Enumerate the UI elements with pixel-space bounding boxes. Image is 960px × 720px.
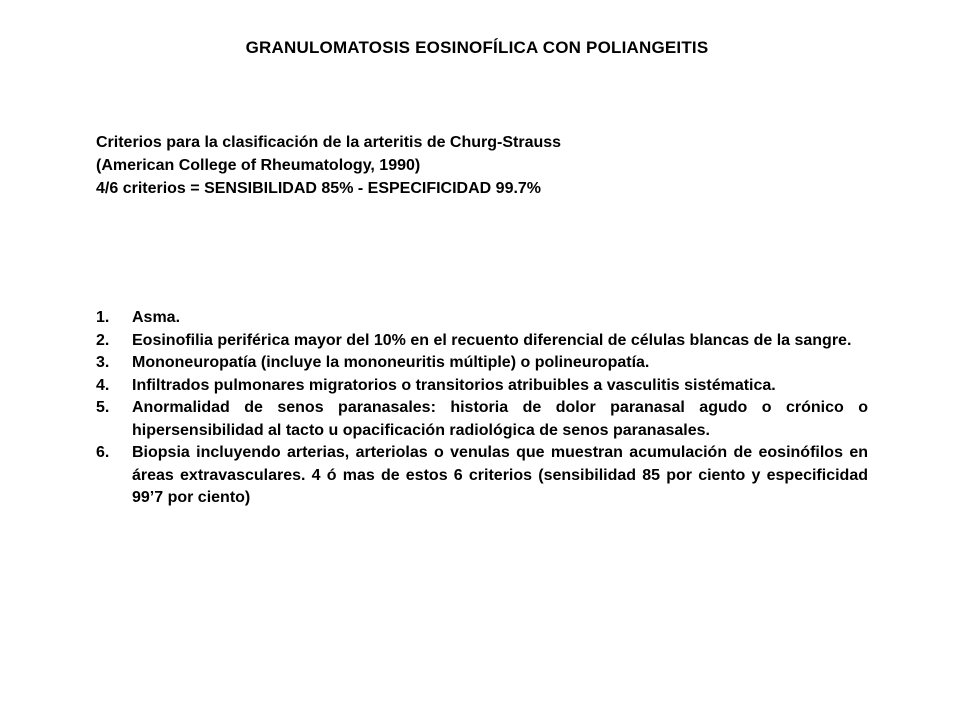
criteria-item-text: Biopsia incluyendo arterias, arteriolas o venulas que muestran acumulación de eosinófilos en áreas extravasculares. 4 ó mas de estos 6 criterios (sensibilidad 85 por ciento y especificidad 99’7 por ciento) — [132, 444, 868, 506]
criteria-list — [96, 307, 868, 510]
criteria-item-number: 4. — [96, 376, 110, 394]
criteria-item-text: Infiltrados pulmonares migratorios o transitorios atribuibles a vasculitis sistématica. — [132, 376, 776, 394]
criteria-item — [96, 397, 868, 442]
criteria-item — [96, 352, 868, 375]
intro-line-criteria-title: Criterios para la clasificación de la arteritis de Churg-Strauss — [96, 134, 562, 151]
intro-line-source: (American College of Rheumatology, 1990) — [96, 157, 421, 174]
criteria-item — [96, 330, 868, 353]
criteria-item-number: 6. — [96, 444, 110, 461]
intro-line-statistics: 4/6 criterios = SENSIBILIDAD 85% - ESPECIFICIDAD 99.7% — [96, 180, 542, 197]
criteria-item-text: Eosinofilia periférica mayor del 10% en el recuento diferencial de células blancas de la sangre. — [132, 331, 852, 349]
criteria-item-number: 1. — [96, 309, 110, 326]
criteria-item-text: Asma. — [132, 309, 181, 326]
criteria-item — [96, 375, 868, 398]
criteria-item-number: 5. — [96, 399, 110, 416]
criteria-item-text: Mononeuropatía (incluye la mononeuritis múltiple) o polineuropatía. — [132, 354, 650, 371]
intro-block — [96, 131, 876, 200]
criteria-item-number: 3. — [96, 354, 110, 371]
slide-title: GRANULOMATOSIS EOSINOFÍLICA CON POLIANGEITIS — [245, 38, 709, 57]
criteria-item-text: Anormalidad de senos paranasales: historia de dolor paranasal agudo o crónico o hipersensibilidad al tacto u opacificación radiológica de senos paranasales. — [132, 399, 868, 439]
criteria-item — [96, 442, 868, 510]
criteria-item-number: 2. — [96, 331, 110, 349]
criteria-item — [96, 307, 868, 330]
